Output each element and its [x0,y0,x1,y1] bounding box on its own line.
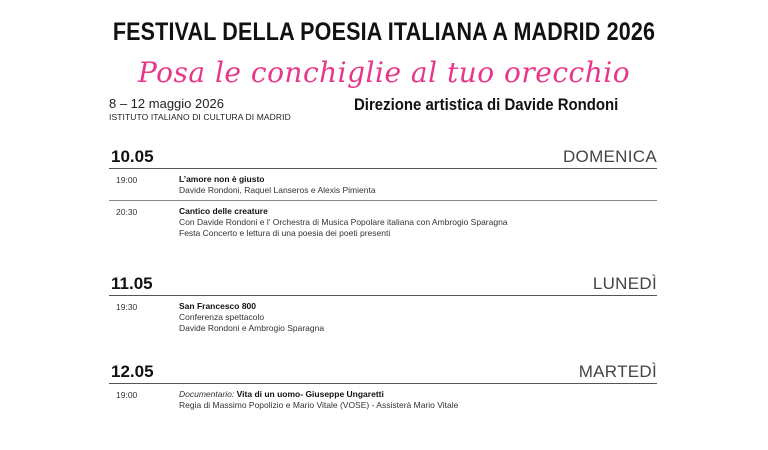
festival-subtitle: Posa le conchiglie al tuo orecchio [137,56,631,89]
day-header [109,361,657,383]
event-title: Cantico delle creature [179,206,268,216]
event-title: L’amore non è giusto [179,174,265,184]
event-time: 19:30 [116,302,138,312]
event-detail: Conferenza spettacolo [179,312,265,322]
event-item [109,296,657,338]
day-name: LUNEDÌ [592,274,657,293]
day-date: 11.05 [111,274,153,293]
day-date: 10.05 [111,147,154,166]
event-detail: Regia di Massimo Popolizio e Mario Vitale (VOSE) - Assisterà Mario Vitale [179,400,459,410]
event-detail: Con Davide Rondoni e l’ Orchestra di Musica Popolare italiana con Ambrogio Sparagna [179,217,508,227]
festival-venue: ISTITUTO ITALIANO DI CULTURA DI MADRID [109,112,291,122]
event-time: 19:00 [116,175,138,185]
day-name: DOMENICA [562,147,657,166]
event-detail: Festa Concerto e lettura di una poesia dei poeti presenti [179,228,391,238]
festival-title: FESTIVAL DELLA POESIA ITALIANA A MADRID 2026 [112,18,656,46]
event-time: 19:00 [116,390,138,400]
event-detail: Davide Rondoni e Ambrogio Sparagna [179,323,325,333]
day-header [109,273,657,295]
event-item [109,200,657,243]
day-section [109,273,657,338]
day-header [109,146,657,168]
event-detail: Davide Rondoni, Raquel Lanseros e Alexis Pimienta [179,185,376,195]
event-item [109,384,657,415]
artistic-direction: Direzione artistica di Davide Rondoni [354,95,619,114]
event-title: Vita di un uomo- Giuseppe Ungaretti [236,389,384,399]
festival-dates: 8 – 12 maggio 2026 [109,96,224,111]
event-item [109,169,657,200]
event-type: Documentario: [179,389,235,399]
day-section [109,361,657,415]
event-title: San Francesco 800 [179,301,257,311]
day-name: MARTEDÌ [578,362,657,381]
day-section [109,146,657,243]
day-date: 12.05 [111,362,154,381]
event-time: 20:30 [116,207,138,217]
